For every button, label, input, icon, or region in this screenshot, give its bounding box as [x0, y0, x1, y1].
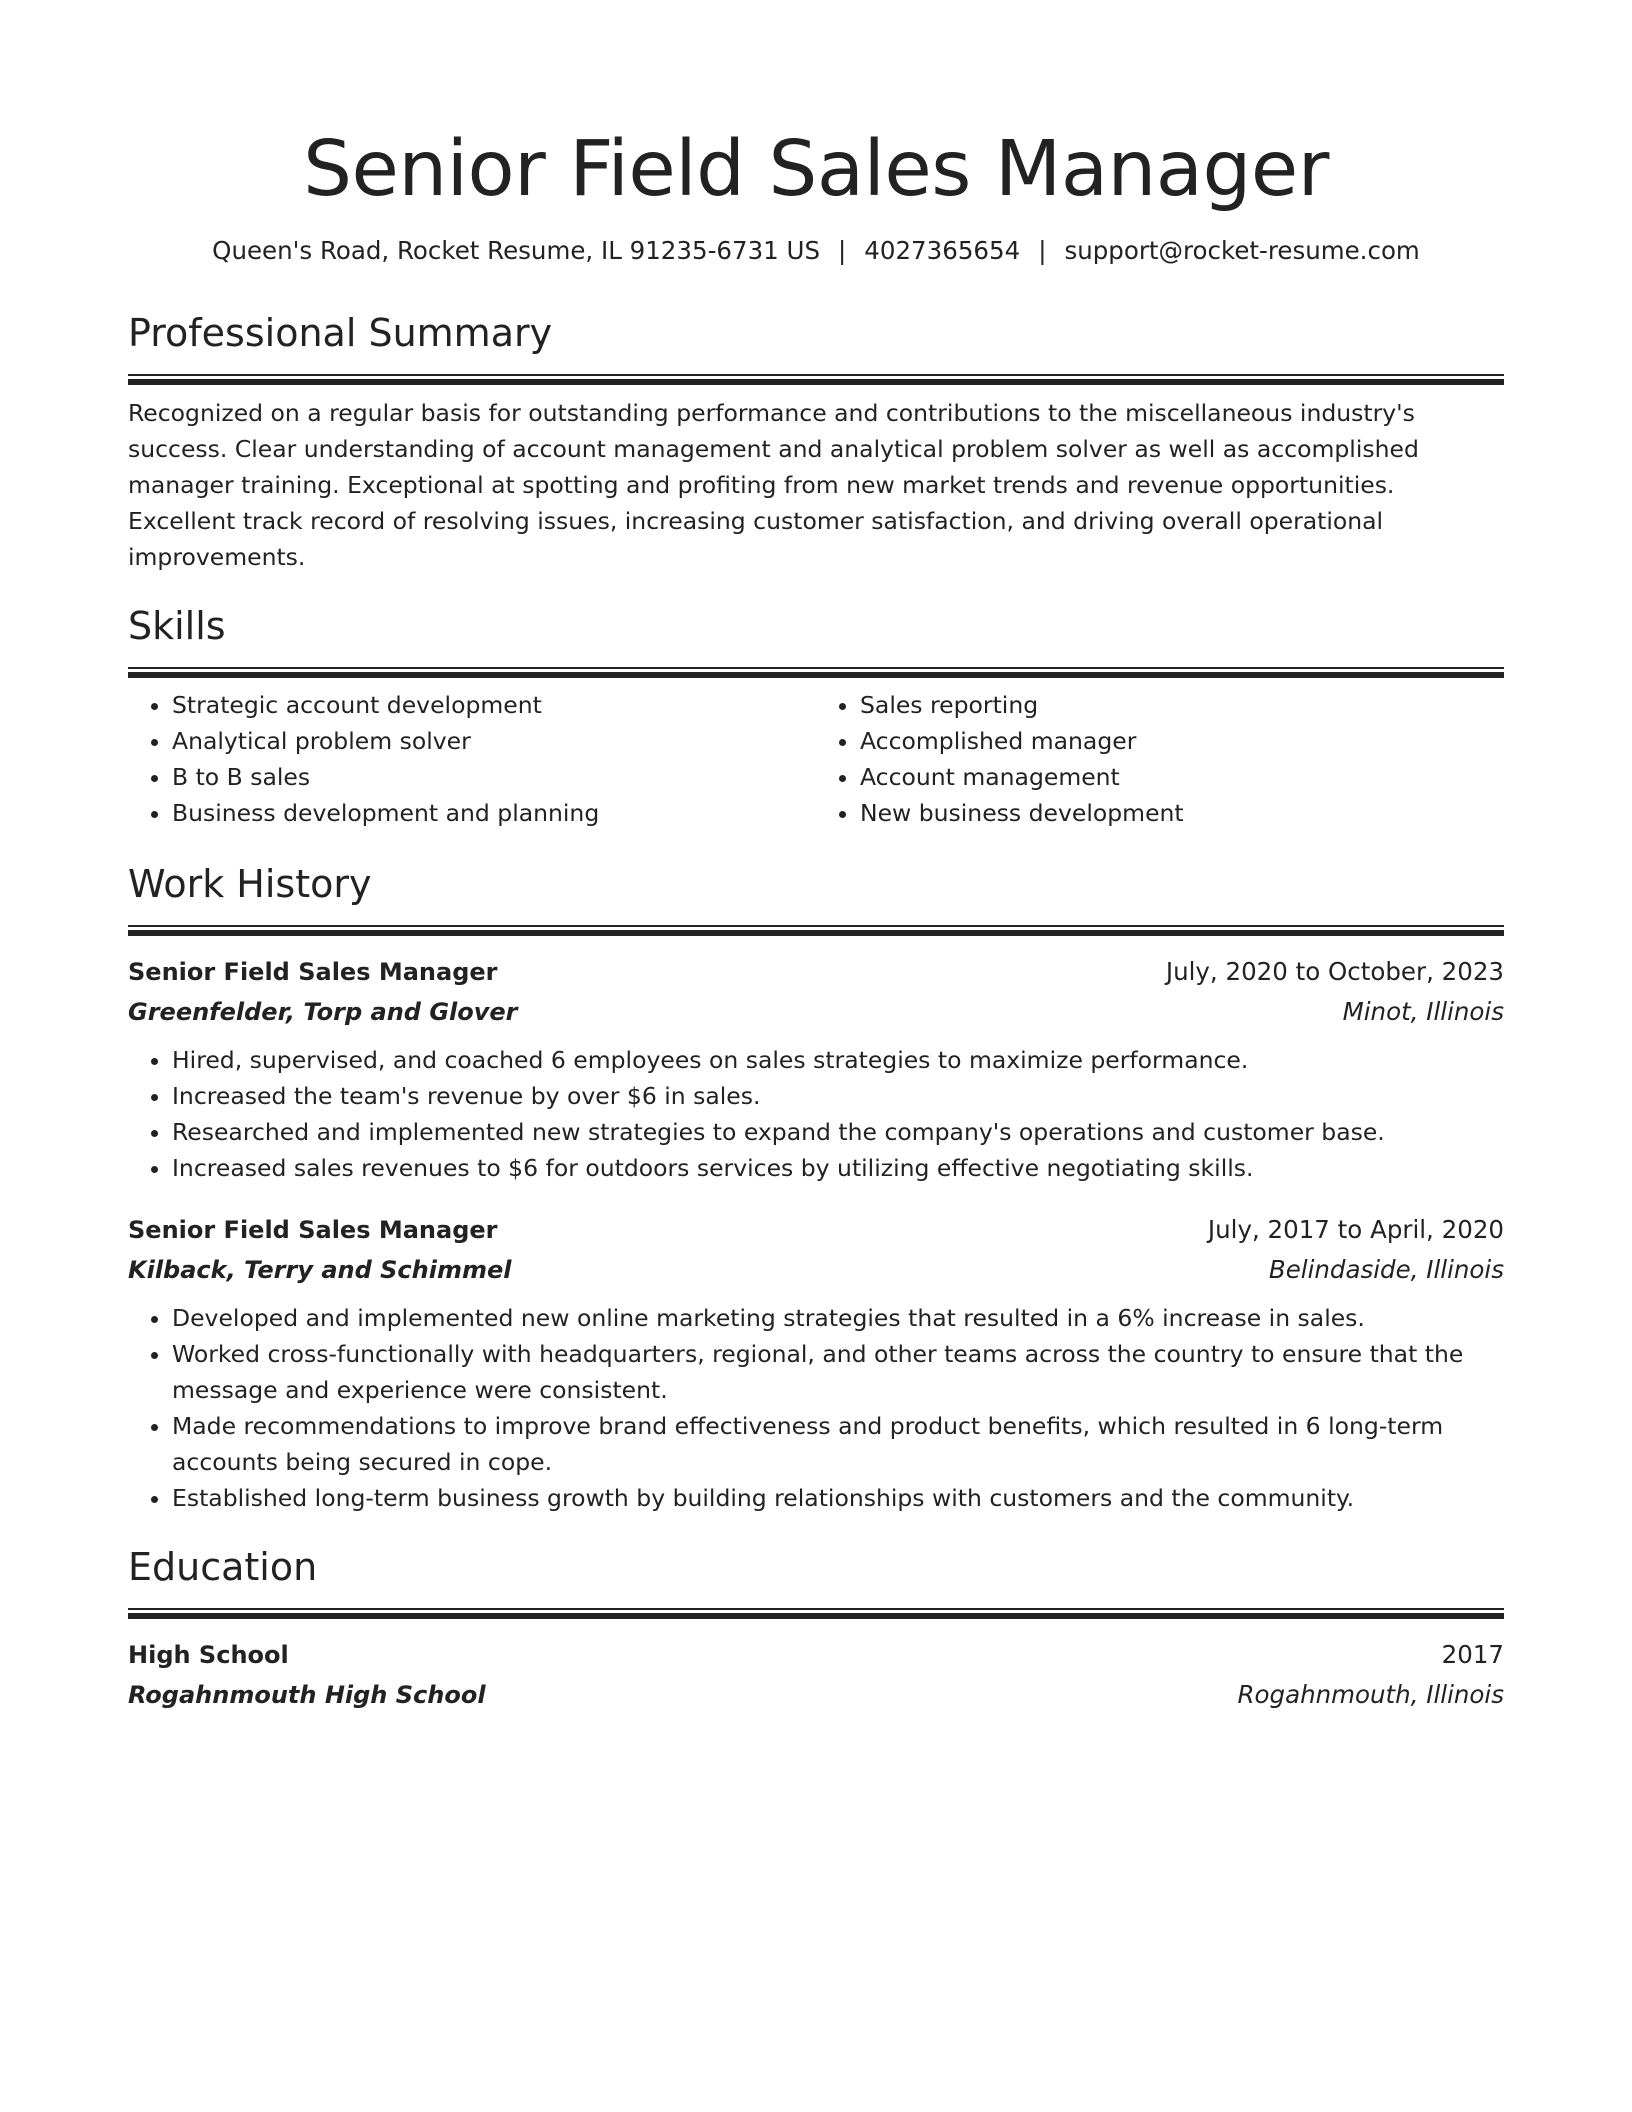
job-bullets: [128, 1042, 1504, 1186]
skills-heading: Skills: [128, 604, 226, 648]
section-divider: [128, 667, 1504, 678]
contact-separator: |: [838, 236, 847, 265]
job-bullet: • Developed and implemented new online marketing strategies that resulted in a 6% increase in sales.: [172, 1300, 1504, 1336]
education-degree: High School: [128, 1641, 289, 1669]
skills-columns: [128, 687, 1504, 831]
job-location: Minot, Illinois: [1342, 997, 1504, 1026]
contact-address: Queen's Road, Rocket Resume, IL 91235-6731 US: [212, 236, 821, 265]
skill-item: • New business development: [860, 795, 1504, 831]
summary-section: [128, 308, 1504, 575]
job-bullets: [128, 1300, 1504, 1516]
job-bullet: • Hired, supervised, and coached 6 employees on sales strategies to maximize performance.: [172, 1042, 1504, 1078]
skill-item: • Accomplished manager: [860, 723, 1504, 759]
work-history-heading: Work History: [128, 862, 372, 906]
summary-heading: Professional Summary: [128, 311, 553, 355]
education-entry: [128, 1635, 1504, 1715]
education-header-row: [128, 1635, 1504, 1675]
job-company: Greenfelder, Torp and Glover: [128, 998, 518, 1026]
contact-email: support@rocket-resume.com: [1064, 236, 1420, 265]
skills-list-left: [128, 687, 816, 831]
job-bullet: • Researched and implemented new strategies to expand the company's operations and customer base.: [172, 1114, 1504, 1150]
education-section: [128, 1542, 1504, 1715]
job-bullet: • Made recommendations to improve brand effectiveness and product benefits, which resulted in 6 long-term accounts being secured in cope.: [172, 1408, 1504, 1480]
job-bullet: • Increased the team's revenue by over $6 in sales.: [172, 1078, 1504, 1114]
skills-list-right: [816, 687, 1504, 831]
education-heading: Education: [128, 1545, 318, 1589]
contact-separator: |: [1038, 236, 1047, 265]
job-company: Kilback, Terry and Schimmel: [128, 1256, 512, 1284]
job-header-row: [128, 952, 1504, 992]
education-location: Rogahnmouth, Illinois: [1237, 1680, 1504, 1709]
skills-section: [128, 601, 1504, 831]
job-title: Senior Field Sales Manager: [128, 958, 498, 986]
contact-phone: 4027365654: [864, 236, 1021, 265]
skill-item: • Account management: [860, 759, 1504, 795]
work-history-section: [128, 859, 1504, 1516]
job-entry: [128, 1210, 1504, 1516]
job-bullet: • Worked cross-functionally with headquarters, regional, and other teams across the country to ensure that the message and experience were consistent.: [172, 1336, 1504, 1408]
job-entry: [128, 952, 1504, 1186]
job-subheader-row: [128, 1250, 1504, 1290]
job-title: Senior Field Sales Manager: [128, 1216, 498, 1244]
section-divider: [128, 925, 1504, 936]
summary-text: Recognized on a regular basis for outstanding performance and contributions to the miscellaneous industry's success. Clear understanding of account management and analytical problem solver as well as accomplished manager training. Exceptional at spotting and profiting from new market trends and revenue opportunities. Excellent track record of resolving issues, increasing customer satisfaction, and driving overall operational improvements.: [128, 399, 1419, 571]
job-subheader-row: [128, 992, 1504, 1032]
skill-item: • Business development and planning: [172, 795, 816, 831]
skill-item: • Sales reporting: [860, 687, 1504, 723]
job-bullet: • Increased sales revenues to $6 for outdoors services by utilizing effective negotiating skills.: [172, 1150, 1504, 1186]
skill-item: • Strategic account development: [172, 687, 816, 723]
job-bullet: • Established long-term business growth by building relationships with customers and the community.: [172, 1480, 1504, 1516]
education-school: Rogahnmouth High School: [128, 1681, 486, 1709]
resume-name: Senior Field Sales Manager: [303, 125, 1329, 214]
job-dates: July, 2017 to April, 2020: [1207, 1215, 1504, 1244]
job-header-row: [128, 1210, 1504, 1250]
education-subheader-row: [128, 1675, 1504, 1715]
contact-line: [128, 234, 1504, 268]
skill-item: • B to B sales: [172, 759, 816, 795]
section-divider: [128, 374, 1504, 385]
section-divider: [128, 1608, 1504, 1619]
job-location: Belindaside, Illinois: [1268, 1255, 1504, 1284]
education-year: 2017: [1441, 1640, 1504, 1669]
skill-item: • Analytical problem solver: [172, 723, 816, 759]
job-dates: July, 2020 to October, 2023: [1165, 957, 1504, 986]
